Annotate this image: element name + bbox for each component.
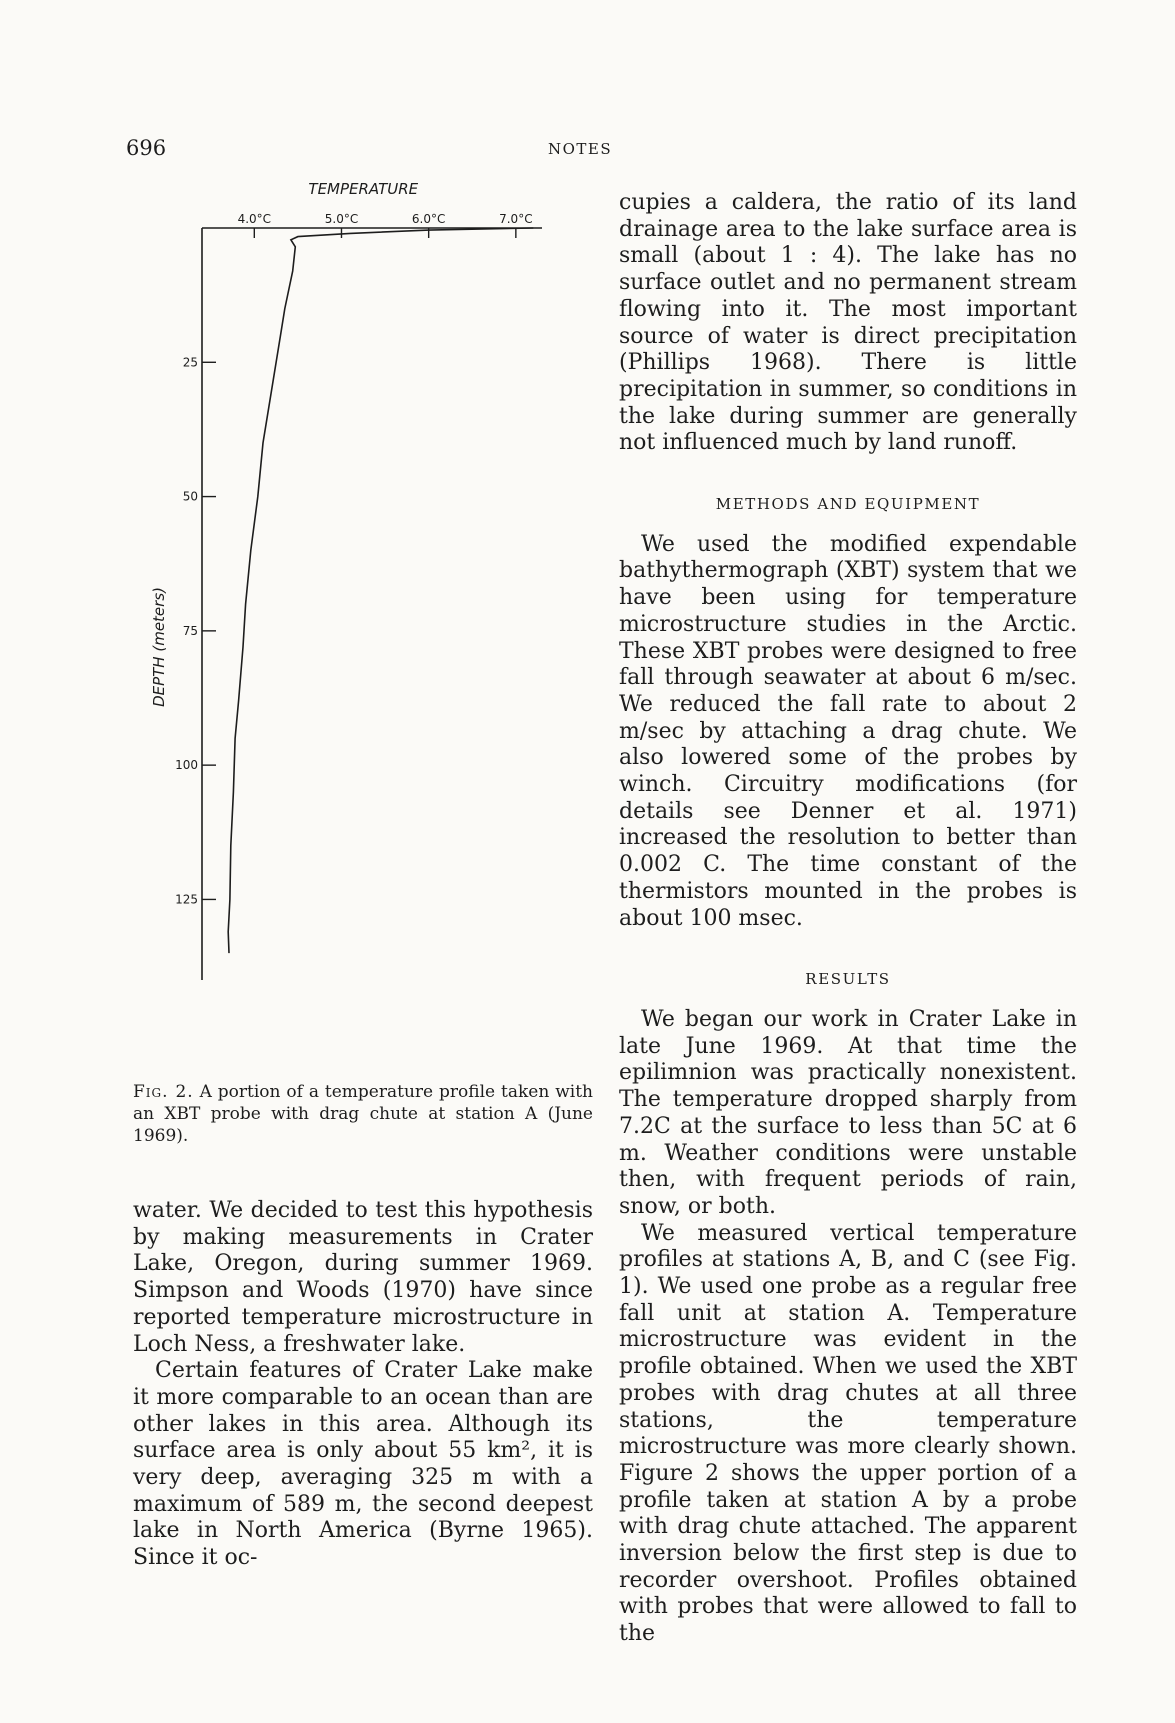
figure-caption-label: Fig. 2.	[133, 1082, 194, 1102]
y-tick-label: 100	[175, 758, 198, 773]
body-paragraph: We began our work in Crater Lake in late June 1969. At that time the epilimnion was practically nonexistent. The temperature dropped sharply from 7.2C at the surface to less than 5C at 6 m. Weather conditions were unstable then, with frequent periods of rain, snow, or both.	[619, 1006, 1077, 1219]
right-column-text	[619, 190, 1077, 1648]
section-heading-results: RESULTS	[805, 970, 891, 989]
y-tick-label: 50	[182, 489, 198, 504]
figure-caption-text: A portion of a temperature profile taken with an XBT probe with drag chute at station A (June 1969).	[133, 1082, 593, 1146]
y-tick-label: 75	[182, 623, 198, 638]
x-tick-label: 5.0°C	[324, 212, 359, 226]
body-paragraph: We measured vertical temperature profiles at stations A, B, and C (see Fig. 1). We used one probe as a regular free fall unit at station A. Temperature microstructure was evident in the profile obtained. When we used the XBT probes with drag chutes at all three stations, the temperature microstructure was more clearly shown. Figure 2 shows the upper portion of a profile taken at station A by a probe with drag chute attached. The apparent inversion below the first step is due to recorder overshoot. Profiles obtained with probes that were allowed to fall to the	[619, 1220, 1077, 1647]
x-axis-title: TEMPERATURE	[308, 180, 419, 198]
body-paragraph: water. We decided to test this hypothesis by making measurements in Crater Lake, Oregon, during summer 1969. Simpson and Woods (1970) have since reported temperature microstructure in Loch Ness, a freshwater lake.	[133, 1198, 593, 1357]
y-tick-label: 125	[175, 892, 198, 907]
temperature-profile-line	[228, 228, 533, 953]
temperature-profile-chart	[150, 180, 610, 1070]
section-heading-methods: METHODS AND EQUIPMENT	[715, 495, 981, 514]
y-axis-title: DEPTH (meters)	[150, 587, 168, 707]
figure-caption	[133, 1081, 593, 1147]
body-paragraph: We used the modified expendable bathythermograph (XBT) system that we have been using for temperature microstructure studies in the Arctic. These XBT probes were designed to free fall through seawater at about 6 m/sec. We reduced the fall rate to about 2 m/sec by attaching a drag chute. We also lowered some of the probes by winch. Circuitry modifications (for details see Denner et al. 1971) increased the resolution to better than 0.002 C. The time constant of the thermistors mounted in the probes is about 100 msec.	[619, 531, 1077, 931]
left-column-text	[133, 1198, 593, 1572]
y-ticks	[175, 355, 216, 906]
body-paragraph: cupies a caldera, the ratio of its land drainage area to the lake surface area is small (about 1 : 4). The lake has no surface outlet and no permanent stream flowing into it. The most important source of water is direct precipitation (Phillips 1968). There is little precipitation in summer, so conditions in the lake during summer are generally not influenced much by land runoff.	[619, 190, 1077, 456]
running-head: NOTES	[548, 140, 613, 158]
body-paragraph: Certain features of Crater Lake make it more comparable to an ocean than are other lakes in this area. Although its surface area is only about 55 km², it is very deep, averaging 325 m with a maximum of 589 m, the second deepest lake in North America (Byrne 1965). Since it oc-	[133, 1358, 593, 1571]
temperature-profile-figure	[150, 180, 610, 1070]
x-ticks	[238, 212, 533, 238]
page-number: 696	[126, 136, 167, 160]
y-tick-label: 25	[182, 355, 198, 370]
x-tick-label: 6.0°C	[411, 212, 446, 226]
x-tick-label: 7.0°C	[499, 212, 533, 226]
x-tick-label: 4.0°C	[237, 212, 272, 226]
